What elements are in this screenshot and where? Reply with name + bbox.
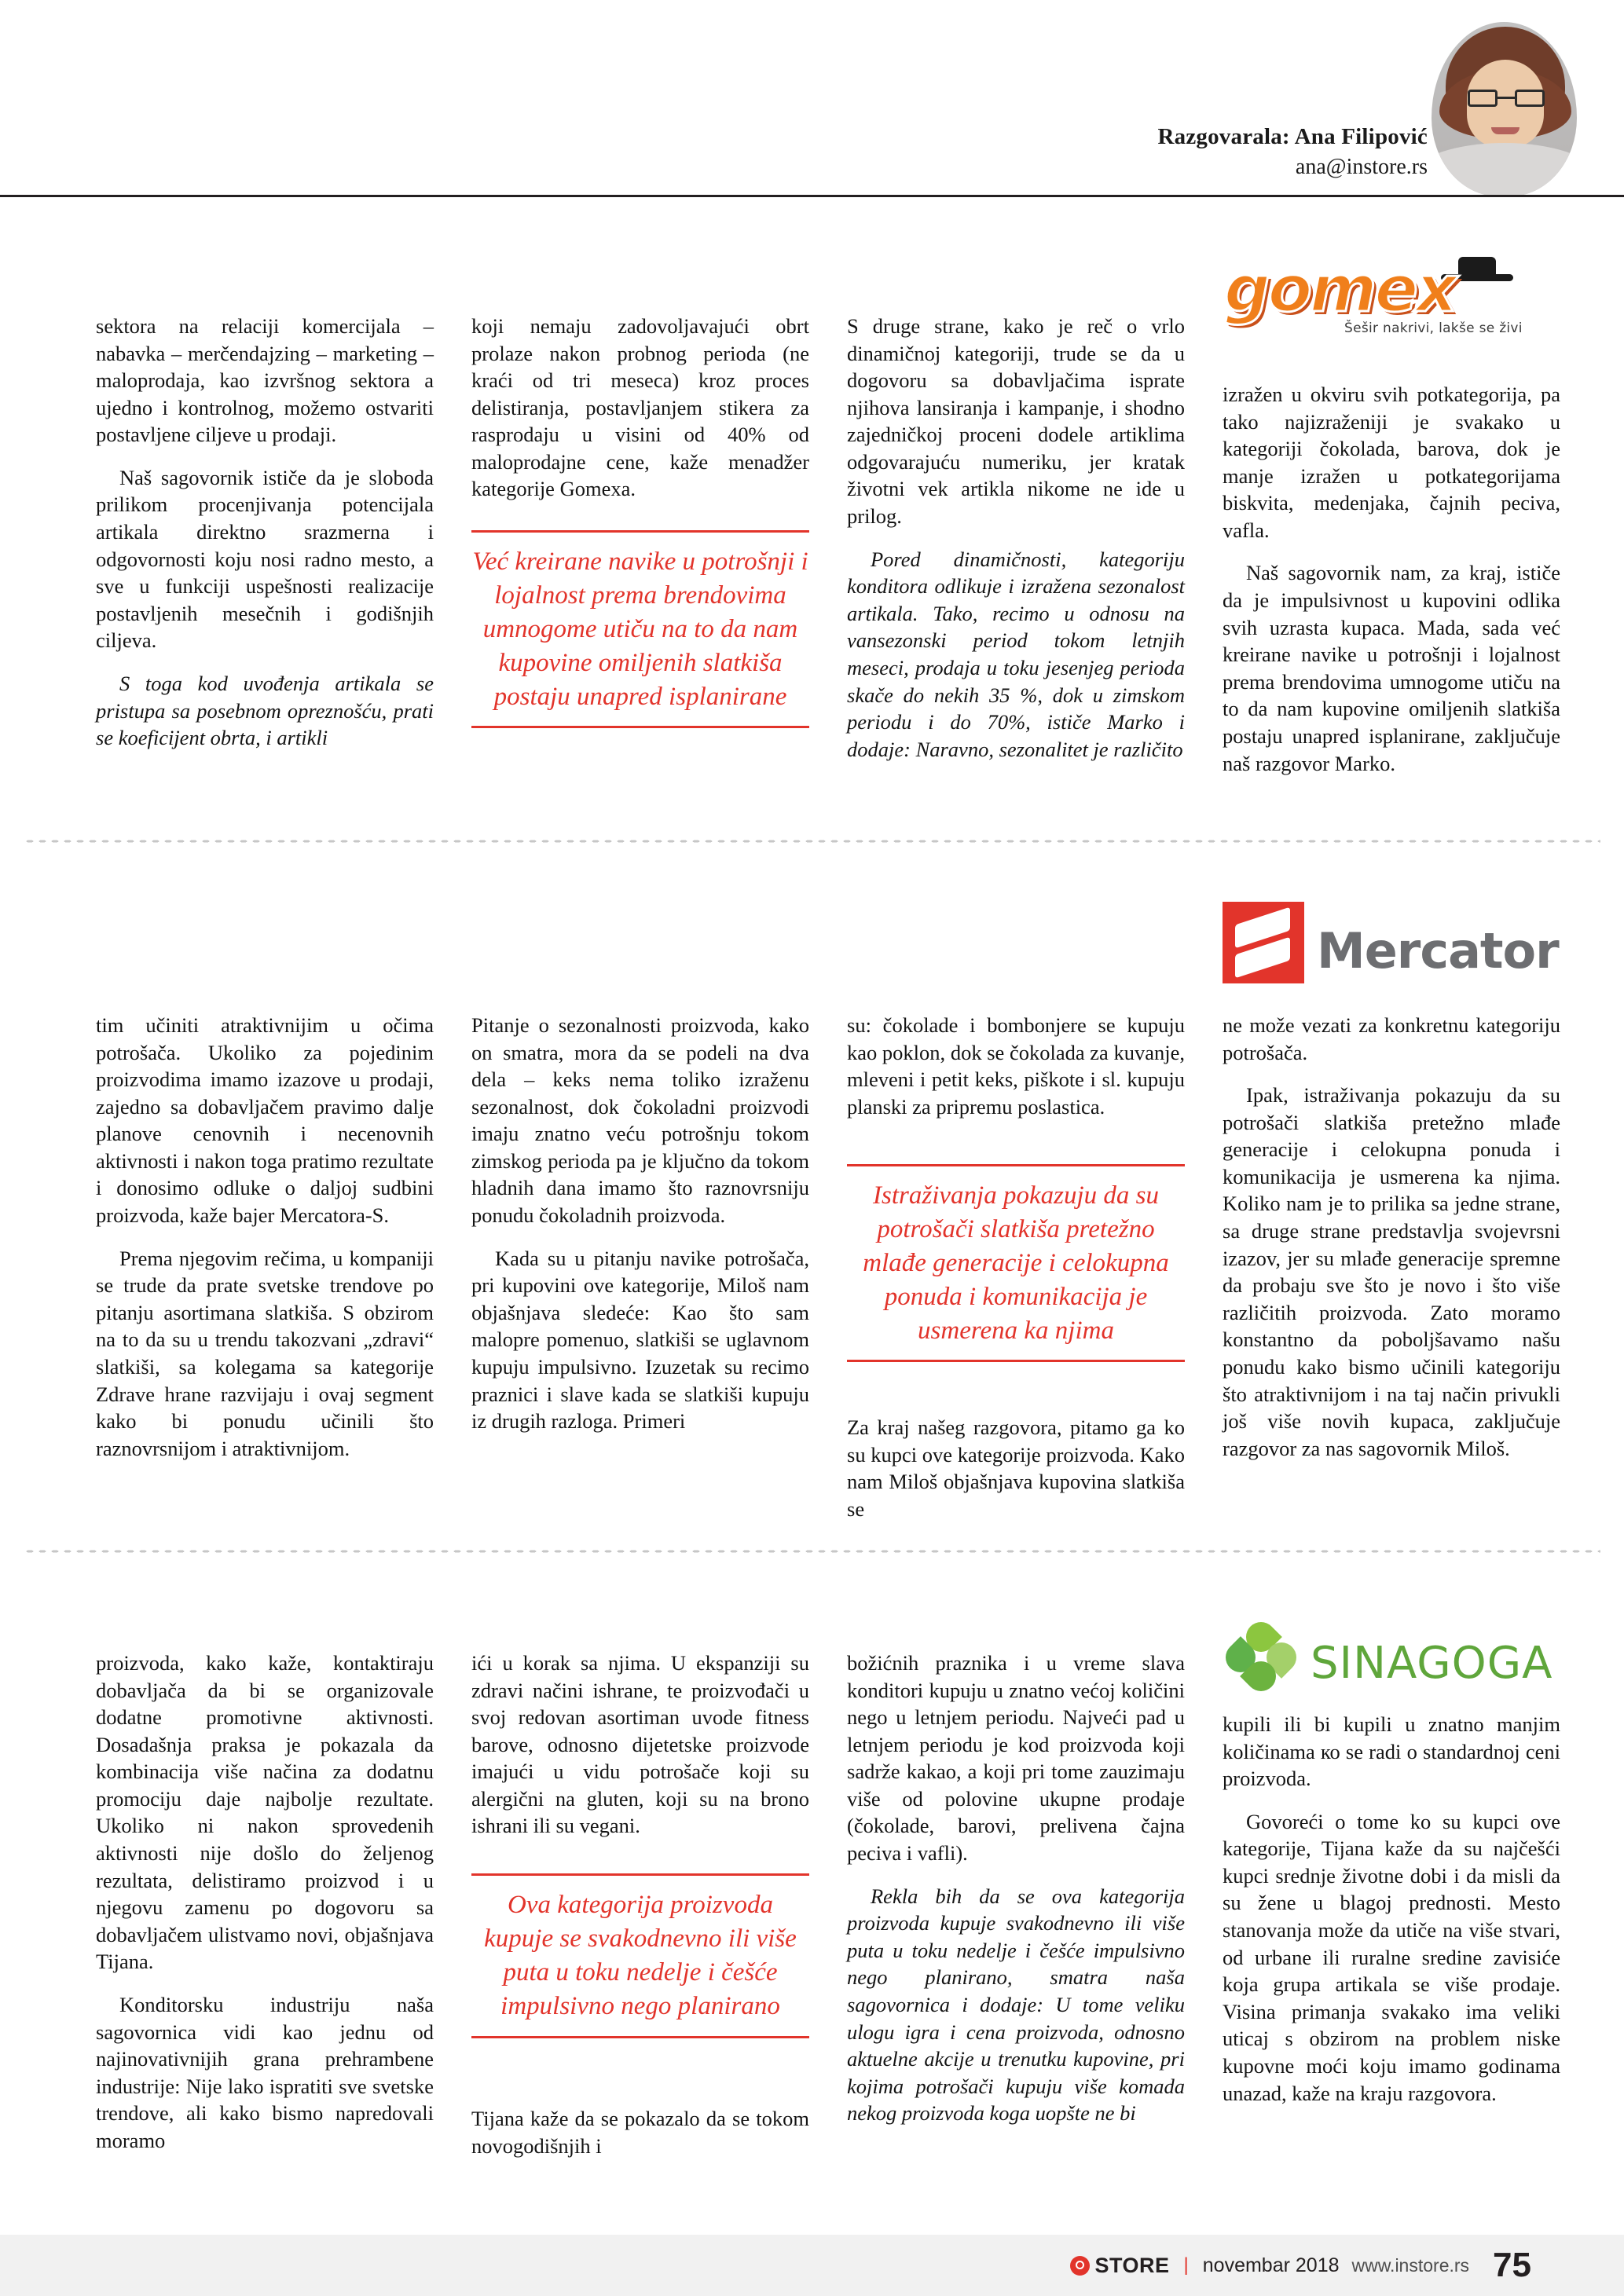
gomex-tagline: Šešir nakrivi, lakše se živi: [1344, 320, 1523, 336]
paragraph: S toga kod uvođenja artikala se pristupa sa posebnom opreznošću, prati se koeficijent obrta, i artikli: [96, 671, 434, 750]
paragraph: Konditorsku industriju naša sagovornica vidi kao jednu od najinovativnijih grana prehrambene industrije: Nije lako ispratiti sve svetske trendove, ali kako bismo napredovali moramo: [96, 1992, 434, 2152]
avatar: [1432, 8, 1577, 196]
section2-column-3: [847, 1012, 1185, 1120]
gomex-wordmark: gomex: [1224, 252, 1455, 327]
paragraph: Rekla bih da se ova kategorija proizvoda kupuje svakodnevno ili više puta u toku nedelje i češće impulsivno nego planirano, smatra naša sagovornica i dodaje: U tome veliku ulogu igra i cena proizvoda, odnosno aktuelne akcije u trenutku kupovine, pri kojima potrošači kupuju više komada nekog proizvoda koga uopšte ne bi: [847, 1884, 1185, 2126]
pullquote-mercator: [847, 1164, 1185, 1362]
paragraph: Za kraj našeg razgovora, pitamo ga ko su kupci ove kategorije proizvoda. Kako nam Miloš objašnjava kupovina slatkiša se: [847, 1415, 1185, 1521]
paragraph: kupili ili bi kupili u znatno manjim količinama ко se radi o standardnoj ceni proizvoda.: [1223, 1712, 1560, 1791]
paragraph: S druge strane, kako je reč o vrlo dinamičnoj kategoriji, trude se da u dogovoru sa dobavljačima isprate njihova lansiranja i kampanje, i shodno zajedničkoj proceni dodele artiklima odgovarajuću numeriku, jer kratak životni vek artikla nikome ne ide u prilog.: [847, 314, 1185, 529]
page-number: 75: [1493, 2246, 1531, 2284]
section1-column-1: [96, 313, 434, 752]
logo-gomex: [1223, 252, 1560, 353]
paragraph: izražen u okviru svih potkategorija, pa tako najizraženiji je svakako u kategoriji čokolada, barova, dok je manje izražen u potkategorijama biskvita, medenjaka, čajnih peciva, vafla.: [1223, 383, 1560, 542]
paragraph: Ipak, istraživanja pokazuju da su potrošači slatkiša pretežno mlađe generacije i celokupna ponuda i komunikacija je usmerena ka njima. Koliko nam je to prilika sa jedne strane, sa druge strane predstavlja svojevrsni izazov, jer su mlađe generacije spremne da probaju sve što je novo i što više različitih proizvoda. Zato moramo konstantno da poboljšavamo našu ponudu kako bismo učinili kategoriju što atraktivnijom i na taj način privukli još više novih kupaca, zaključuje razgovor za nas sagovornik Miloš.: [1223, 1083, 1560, 1460]
pullquote-text: Ova kategorija proizvoda kupuje se svakodnevno ili više puta u toku nedelje i češće impulsivno nego planirano: [484, 1891, 797, 2020]
paragraph: su: čokolade i bombonjere se kupuju kao poklon, dok se čokolada za kuvanje, mleveni i petit keks, piškote i sl. kupuju planski za pripremu poslastica.: [847, 1013, 1185, 1119]
page-footer: [0, 2217, 1624, 2296]
header-divider: [0, 195, 1624, 197]
author-name: Razgovarala: Ana Filipović: [1157, 124, 1428, 149]
pullquote-rule-bottom: [471, 2036, 809, 2038]
section1-column-4: [1223, 381, 1560, 777]
paragraph: tim učiniti atraktivnijim u očima potrošača. Ukoliko za pojedinim proizvodima imamo izazove u prodaji, zajedno sa dobavljačem pravimo dalje planove cenovnih i necenovnih aktivnosti i nakon toga pratimo rezultate i donosimo odluke o daljoj sudbini proizvoda, kaže bajer Mercatora-S.: [96, 1013, 434, 1228]
paragraph: ići u korak sa njima. U ekspanziji su zdravi načini ishrane, te proizvođači u svoj redovan asortiman uvode fitness barove, odnosno dijetetske proizvode imajući u vidu potrošače koji su alergični na gluten, koji su na brono ishrani ili su vegani.: [471, 1651, 809, 1838]
pullquote-sinagoga: [471, 1873, 809, 2038]
instore-logo: [1070, 2254, 1170, 2278]
author-email: ana@instore.rs: [1295, 155, 1428, 180]
section3-column-4: [1223, 1711, 1560, 2107]
section-divider-1: [24, 839, 1600, 844]
pullquote-rule-bottom: [847, 1360, 1185, 1362]
page-header: [0, 0, 1624, 196]
footer-website: www.instore.rs: [1351, 2254, 1470, 2276]
paragraph: Pitanje o sezonalnosti proizvoda, kako on smatra, mora da se podeli na dva dela – keks nema toliko izraženu sezonalnost, dok čokoladni proizvodi imaju znatno veću potrošnju tokom zimskog perioda pa je ključno da tokom hladnih dana imamo što raznovrsniju ponudu čokoladnih proizvoda.: [471, 1013, 809, 1228]
pullquote-text: Istraživanja pokazuju da su potrošači slatkiša pretežno mlađe generacije i celokupna ponuda i komunikacija je usmerena ka njima: [863, 1181, 1169, 1345]
leaf-icon: [1226, 1622, 1301, 1693]
section3-column-1: [96, 1650, 434, 2154]
section2-column-3-cont: [847, 1414, 1185, 1522]
section2-column-2: [471, 1012, 809, 1435]
paragraph: Naš sagovornik nam, za kraj, ističe da je impulsivnost u kupovini odlika svih uzrasta kupaca. Mada, sada već kreirane navike u potrošnji i lojalnost prema brendovima umnogome utiču na to da nam kupovine omiljenih slatkiša postaju unapred isplanirane, zaključuje naš razgovor Marko.: [1223, 561, 1560, 775]
section1-column-2: [471, 313, 809, 503]
paragraph: Govoreći o tome ko su kupci ove kategorije, Tijana kaže da su najčešći kupci srednje životne dobi i da misli da su žene u blagoj prednosti. Mesto stanovanja može da utiče na više stvari, od urbane ili ruralne sredine zavisiće koja grupa artikala se više prodaje. Visina primanja svakako ima veliki uticaj s obzirom na problem niske kupovne moći koju imamo godinama unazad, kaže na kraju razgovora.: [1223, 1809, 1560, 2105]
logo-sinagoga: [1223, 1614, 1560, 1708]
mercator-mark-icon: [1223, 902, 1304, 983]
pullquote-gomex: [471, 530, 809, 728]
section-divider-2: [24, 1549, 1600, 1554]
paragraph: koji nemaju zadovoljavajući obrt prolaze nakon probnog perioda (ne kraći od tri meseca) kroz proces delistiranja, postavljanjem stikera za rasprodaju u visini od 40% od maloprodajne cene, kaže menadžer kategorije Gomexa.: [471, 314, 809, 501]
section1-column-3: [847, 313, 1185, 763]
paragraph: Tijana kaže da se pokazalo da se tokom novogodišnjih i: [471, 2107, 809, 2158]
author-portrait-image: [1432, 22, 1577, 196]
pullquote-rule-bottom: [471, 726, 809, 728]
instore-wordmark: STORE: [1094, 2253, 1170, 2277]
section3-column-2: [471, 1650, 809, 1840]
portrait-mouth: [1491, 127, 1520, 134]
paragraph: proizvoda, kako kaže, kontaktiraju dobavljača da bi se organizovale dodatne promotivne aktivnosti. Dosadašnja praksa je pokazala da kombinacija više načina za dodatnu promociju daje najbolje rezultate. Ukoliko ni nakon sprovedenih aktivnosti nije došlo do željenog rezultata, delistiramo proizvod i u njegovu zamenu po dogovoru sa dobavljačem ulistvamo novi, objašnjava Tijana.: [96, 1651, 434, 1974]
pullquote-rule-top: [471, 530, 809, 533]
paragraph: Pored dinamičnosti, kategoriju konditora odlikuje i izražena sezonalost artikala. Tako, recimo u odnosu na vansezonski period tokom letnjih meseci, prodaja u toku jesenjeg perioda skače do nekih 35 %, dok u zimskom periodu i do 70%, ističe Marko i dodaje: Naravno, sezonalitet je različito: [847, 547, 1185, 761]
portrait-shoulders: [1432, 143, 1577, 196]
pullquote-text: Već kreirane navike u potrošnji i lojalnost prema brendovima umnogome utiču na to da nam kupovine omiljenih slatkiša postaju unapred isplanirane: [472, 547, 808, 711]
sinagoga-wordmark: SINAGOGA: [1311, 1638, 1553, 1689]
paragraph: ne može vezati za konkretnu kategoriju potrošača.: [1223, 1013, 1560, 1064]
section2-column-1: [96, 1012, 434, 1462]
pullquote-rule-top: [471, 1873, 809, 1876]
logo-mercator: [1223, 902, 1560, 996]
instore-dot-icon: [1070, 2256, 1090, 2276]
author-credit: [1157, 122, 1428, 182]
section3-column-2-cont: [471, 2105, 809, 2159]
paragraph: božićnih praznika i u vreme slava konditori kupuju u znatno većoj količini nego u letnjem periodu. Najveći pad u letnjem periodu je kod proizvoda koji sadrže kakao, a koji pri tome zauzimaju više od polovine ukupne prodaje (čokolade, barovi, prelivena čajna peciva i vafli).: [847, 1651, 1185, 1866]
paragraph: Kada su u pitanju navike potrošača, pri kupovini ove kategorije, Miloš nam objašnjava sledeće: Kao što sam malopre pomenuo, slatkiši se uglavnom kupuju impulsivno. Izuzetak su recimo praznici i slave kada se slatkiši kupuju iz drugih razloga. Primeri: [471, 1246, 809, 1434]
paragraph: Prema njegovim rečima, u kompaniji se trude da prate svetske trendove po pitanju asortimana slatkiša. S obzirom na to da su u trendu takozvani „zdravi“ slatkiši, sa kolegama sa kategorije Zdrave hrane razvijaju i ovaj segment kako bi ponudu učinili što raznovrsnijom i atraktivnijom.: [96, 1246, 434, 1460]
mercator-wordmark: Mercator: [1317, 922, 1559, 980]
glasses-icon: [1468, 90, 1545, 107]
pullquote-rule-top: [847, 1164, 1185, 1166]
footer-separator: |: [1183, 2254, 1189, 2276]
paragraph: sektora na relaciji komercijala – nabavka – merčendajzing – marketing – maloprodaja, kao izvršnog sektora a ujedno i kontrolnog, možemo ostvariti postavljene ciljeve u prodaji.: [96, 314, 434, 447]
footer-issue: novembar 2018: [1202, 2254, 1340, 2276]
paragraph: Naš sagovornik ističe da je sloboda prilikom procenjivanja potencijala artikala direktno srazmerna i odgovornosti koju nosi radno mesto, a sve u funkciji uspešnosti realizacije postavljenih mesečnih i godišnjih ciljeva.: [96, 465, 434, 653]
section2-column-4: [1223, 1012, 1560, 1462]
section3-column-3: [847, 1650, 1185, 2127]
